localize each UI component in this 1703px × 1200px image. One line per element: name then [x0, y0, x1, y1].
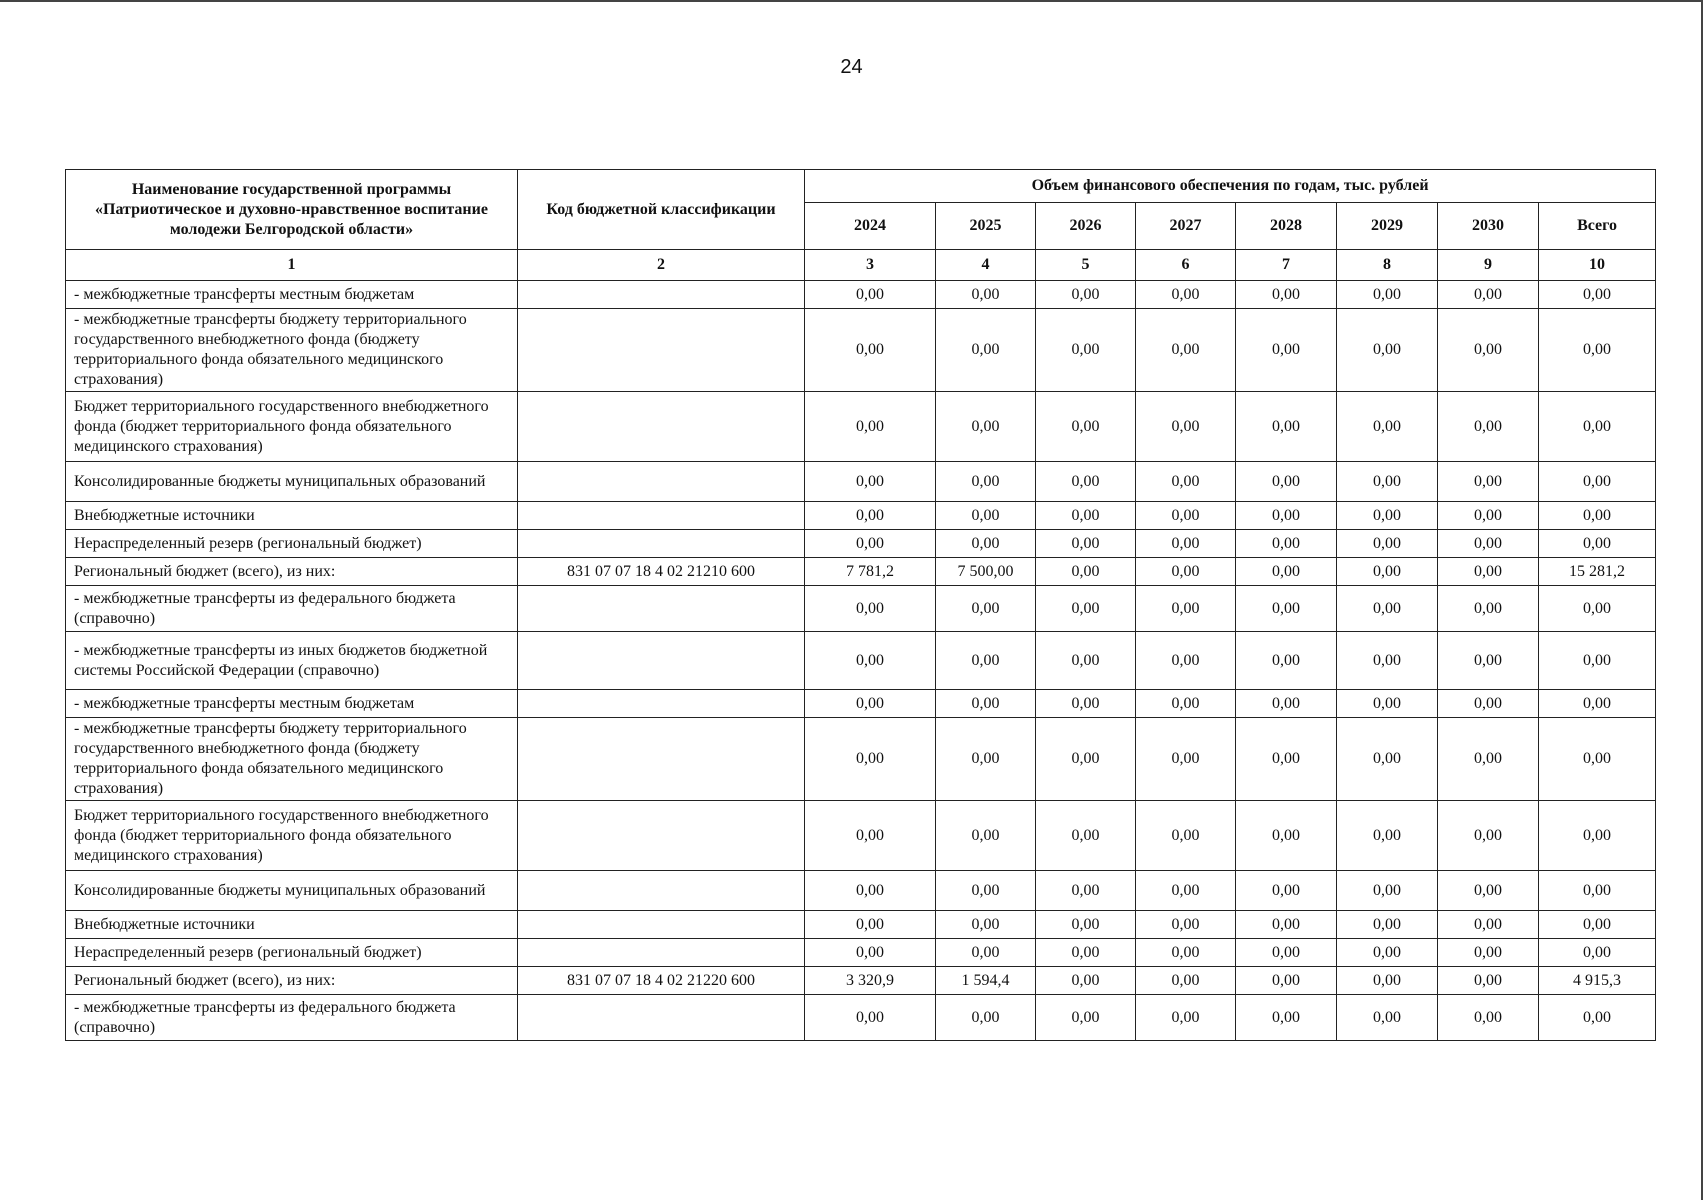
row-value: 0,00 [1236, 502, 1337, 530]
row-value: 0,00 [1236, 558, 1337, 586]
row-value: 0,00 [1136, 558, 1236, 586]
row-name: - межбюджетные трансферты местным бюджетам [66, 281, 518, 309]
table-body [66, 281, 1656, 1041]
row-name: Внебюджетные источники [66, 502, 518, 530]
table-row [66, 281, 1656, 309]
row-value: 0,00 [1036, 462, 1136, 502]
row-value: 0,00 [1136, 530, 1236, 558]
row-value: 0,00 [1036, 392, 1136, 462]
row-value: 0,00 [805, 309, 936, 392]
table-row [66, 871, 1656, 911]
row-value: 0,00 [1539, 911, 1656, 939]
row-value: 0,00 [1337, 392, 1438, 462]
row-value: 0,00 [1337, 871, 1438, 911]
row-value: 0,00 [805, 801, 936, 871]
row-value: 0,00 [1136, 690, 1236, 718]
table-row [66, 462, 1656, 502]
row-budget-code [518, 871, 805, 911]
row-value: 0,00 [1438, 530, 1539, 558]
row-value: 0,00 [1136, 632, 1236, 690]
row-value: 0,00 [1337, 718, 1438, 801]
row-value: 0,00 [1438, 995, 1539, 1041]
column-number: 9 [1438, 250, 1539, 281]
row-budget-code [518, 939, 805, 967]
row-name: - межбюджетные трансферты бюджету территориального государственного внебюджетного фонда (бюджету территориального фонда обязательного медицинского страхования) [66, 309, 518, 392]
row-value: 0,00 [1236, 718, 1337, 801]
row-value: 0,00 [1337, 558, 1438, 586]
row-value: 0,00 [1236, 939, 1337, 967]
row-value: 0,00 [1136, 801, 1236, 871]
row-value: 0,00 [1438, 632, 1539, 690]
row-name: Региональный бюджет (всего), из них: [66, 967, 518, 995]
row-budget-code: 831 07 07 18 4 02 21220 600 [518, 967, 805, 995]
row-value: 1 594,4 [936, 967, 1036, 995]
row-value: 0,00 [1236, 281, 1337, 309]
row-value: 0,00 [1236, 871, 1337, 911]
row-value: 0,00 [1337, 281, 1438, 309]
row-name: Бюджет территориального государственного внебюджетного фонда (бюджет территориального фонда обязательного медицинского страхования) [66, 392, 518, 462]
page-number: 24 [840, 56, 863, 78]
row-budget-code [518, 392, 805, 462]
column-number: 10 [1539, 250, 1656, 281]
row-value: 4 915,3 [1539, 967, 1656, 995]
year-header: 2030 [1438, 203, 1539, 250]
row-value: 0,00 [1337, 967, 1438, 995]
row-budget-code [518, 281, 805, 309]
row-value: 0,00 [1236, 967, 1337, 995]
table-row [66, 309, 1656, 392]
row-value: 0,00 [1539, 718, 1656, 801]
row-value: 0,00 [1036, 801, 1136, 871]
row-value: 0,00 [1136, 392, 1236, 462]
row-value: 0,00 [936, 939, 1036, 967]
row-value: 0,00 [805, 281, 936, 309]
row-value: 0,00 [1539, 690, 1656, 718]
row-value: 0,00 [805, 586, 936, 632]
financing-table [65, 169, 1656, 1041]
row-value: 0,00 [1136, 586, 1236, 632]
row-value: 0,00 [1236, 462, 1337, 502]
row-value: 0,00 [1539, 586, 1656, 632]
row-value: 0,00 [805, 530, 936, 558]
volume-header: Объем финансового обеспечения по годам, тыс. рублей [805, 170, 1656, 203]
table-row [66, 995, 1656, 1041]
row-value: 0,00 [1136, 309, 1236, 392]
row-value: 0,00 [805, 718, 936, 801]
table-row [66, 690, 1656, 718]
row-name: - межбюджетные трансферты бюджету территориального государственного внебюджетного фонда (бюджету территориального фонда обязательного медицинского страхования) [66, 718, 518, 801]
row-value: 0,00 [936, 911, 1036, 939]
table-header [66, 170, 1656, 281]
row-value: 0,00 [1337, 690, 1438, 718]
row-budget-code [518, 801, 805, 871]
row-value: 0,00 [1539, 462, 1656, 502]
row-value: 0,00 [1136, 718, 1236, 801]
year-header: 2024 [805, 203, 936, 250]
row-value: 0,00 [1136, 995, 1236, 1041]
row-value: 0,00 [1036, 718, 1136, 801]
year-header: 2026 [1036, 203, 1136, 250]
row-value: 0,00 [805, 939, 936, 967]
row-value: 0,00 [1539, 939, 1656, 967]
row-value: 0,00 [1036, 871, 1136, 911]
column-number: 5 [1036, 250, 1136, 281]
table-row [66, 911, 1656, 939]
column-number: 1 [66, 250, 518, 281]
row-value: 0,00 [1337, 530, 1438, 558]
row-value: 0,00 [1337, 632, 1438, 690]
table-row [66, 939, 1656, 967]
row-name: Консолидированные бюджеты муниципальных образований [66, 462, 518, 502]
row-value: 0,00 [1337, 939, 1438, 967]
row-value: 0,00 [1036, 632, 1136, 690]
row-value: 0,00 [805, 995, 936, 1041]
column-numbers-row [66, 250, 1656, 281]
row-budget-code [518, 309, 805, 392]
row-value: 0,00 [805, 462, 936, 502]
row-value: 0,00 [936, 586, 1036, 632]
row-budget-code [518, 718, 805, 801]
column-number: 4 [936, 250, 1036, 281]
budget-code-header: Код бюджетной классификации [518, 170, 805, 250]
row-value: 0,00 [936, 871, 1036, 911]
row-value: 0,00 [1438, 309, 1539, 392]
row-value: 0,00 [936, 718, 1036, 801]
row-value: 0,00 [1036, 967, 1136, 995]
row-budget-code [518, 502, 805, 530]
row-value: 0,00 [1539, 995, 1656, 1041]
row-value: 15 281,2 [1539, 558, 1656, 586]
row-name: - межбюджетные трансферты местным бюджетам [66, 690, 518, 718]
row-name: Нераспределенный резерв (региональный бюджет) [66, 939, 518, 967]
row-name: Внебюджетные источники [66, 911, 518, 939]
row-value: 0,00 [1539, 392, 1656, 462]
row-value: 0,00 [1438, 690, 1539, 718]
row-value: 0,00 [1136, 911, 1236, 939]
row-value: 0,00 [1438, 939, 1539, 967]
row-value: 0,00 [1539, 309, 1656, 392]
row-value: 0,00 [1136, 967, 1236, 995]
row-budget-code [518, 586, 805, 632]
year-header: 2029 [1337, 203, 1438, 250]
row-name: Консолидированные бюджеты муниципальных образований [66, 871, 518, 911]
row-value: 0,00 [1438, 558, 1539, 586]
row-name: Региональный бюджет (всего), из них: [66, 558, 518, 586]
column-number: 6 [1136, 250, 1236, 281]
row-value: 0,00 [1539, 801, 1656, 871]
column-number: 2 [518, 250, 805, 281]
row-value: 0,00 [1539, 530, 1656, 558]
row-budget-code [518, 911, 805, 939]
row-value: 0,00 [805, 911, 936, 939]
row-value: 0,00 [1438, 911, 1539, 939]
table-row [66, 586, 1656, 632]
row-value: 0,00 [1337, 462, 1438, 502]
row-value: 0,00 [1036, 586, 1136, 632]
row-value: 0,00 [805, 871, 936, 911]
table-row [66, 632, 1656, 690]
row-value: 0,00 [1539, 281, 1656, 309]
column-number: 8 [1337, 250, 1438, 281]
row-value: 0,00 [1036, 995, 1136, 1041]
row-value: 0,00 [1337, 502, 1438, 530]
row-value: 0,00 [1036, 502, 1136, 530]
row-value: 0,00 [1337, 801, 1438, 871]
table-row [66, 392, 1656, 462]
row-value: 0,00 [805, 632, 936, 690]
row-budget-code [518, 995, 805, 1041]
row-value: 0,00 [1136, 502, 1236, 530]
table-row [66, 558, 1656, 586]
row-value: 0,00 [1236, 911, 1337, 939]
row-value: 0,00 [1036, 281, 1136, 309]
table-row [66, 801, 1656, 871]
row-value: 0,00 [1438, 871, 1539, 911]
row-value: 0,00 [1337, 309, 1438, 392]
year-header: 2028 [1236, 203, 1337, 250]
row-budget-code [518, 632, 805, 690]
row-value: 0,00 [1236, 995, 1337, 1041]
row-value: 0,00 [1236, 801, 1337, 871]
row-value: 0,00 [936, 392, 1036, 462]
row-value: 0,00 [1136, 939, 1236, 967]
row-value: 0,00 [936, 632, 1036, 690]
table-row [66, 967, 1656, 995]
row-budget-code [518, 690, 805, 718]
table-row [66, 502, 1656, 530]
row-value: 0,00 [1236, 632, 1337, 690]
row-value: 0,00 [1036, 911, 1136, 939]
row-value: 0,00 [1337, 995, 1438, 1041]
row-value: 0,00 [1036, 558, 1136, 586]
row-value: 0,00 [1236, 530, 1337, 558]
year-header: 2025 [936, 203, 1036, 250]
row-budget-code [518, 530, 805, 558]
page-frame-top [0, 0, 1703, 2]
row-value: 0,00 [805, 392, 936, 462]
row-value: 0,00 [1539, 632, 1656, 690]
row-value: 0,00 [1438, 462, 1539, 502]
row-name: - межбюджетные трансферты из федерального бюджета (справочно) [66, 586, 518, 632]
year-header: 2027 [1136, 203, 1236, 250]
row-value: 0,00 [1438, 586, 1539, 632]
column-number: 7 [1236, 250, 1337, 281]
row-value: 7 781,2 [805, 558, 936, 586]
row-value: 3 320,9 [805, 967, 936, 995]
row-value: 0,00 [936, 281, 1036, 309]
row-budget-code [518, 462, 805, 502]
row-value: 0,00 [1036, 690, 1136, 718]
row-value: 0,00 [1036, 939, 1136, 967]
table-row [66, 530, 1656, 558]
row-value: 0,00 [1438, 801, 1539, 871]
row-value: 0,00 [936, 690, 1036, 718]
row-value: 0,00 [936, 309, 1036, 392]
row-name: - межбюджетные трансферты из федерального бюджета (справочно) [66, 995, 518, 1041]
row-value: 7 500,00 [936, 558, 1036, 586]
row-value: 0,00 [1036, 530, 1136, 558]
row-value: 0,00 [1438, 718, 1539, 801]
row-value: 0,00 [1337, 586, 1438, 632]
row-value: 0,00 [936, 995, 1036, 1041]
row-value: 0,00 [1438, 392, 1539, 462]
row-value: 0,00 [805, 502, 936, 530]
row-value: 0,00 [805, 690, 936, 718]
row-name: - межбюджетные трансферты из иных бюджетов бюджетной системы Российской Федерации (справочно) [66, 632, 518, 690]
row-value: 0,00 [1438, 502, 1539, 530]
row-value: 0,00 [1136, 871, 1236, 911]
column-number: 3 [805, 250, 936, 281]
row-value: 0,00 [1036, 309, 1136, 392]
row-value: 0,00 [1236, 586, 1337, 632]
row-value: 0,00 [936, 502, 1036, 530]
row-value: 0,00 [1438, 967, 1539, 995]
row-value: 0,00 [1539, 871, 1656, 911]
row-value: 0,00 [1236, 309, 1337, 392]
row-value: 0,00 [1438, 281, 1539, 309]
row-value: 0,00 [936, 801, 1036, 871]
row-value: 0,00 [1236, 690, 1337, 718]
row-name: Нераспределенный резерв (региональный бюджет) [66, 530, 518, 558]
row-value: 0,00 [936, 530, 1036, 558]
table-row [66, 718, 1656, 801]
row-value: 0,00 [936, 462, 1036, 502]
row-budget-code: 831 07 07 18 4 02 21210 600 [518, 558, 805, 586]
row-value: 0,00 [1236, 392, 1337, 462]
row-value: 0,00 [1136, 281, 1236, 309]
year-header: Всего [1539, 203, 1656, 250]
row-value: 0,00 [1337, 911, 1438, 939]
row-value: 0,00 [1539, 502, 1656, 530]
row-name: Бюджет территориального государственного внебюджетного фонда (бюджет территориального фонда обязательного медицинского страхования) [66, 801, 518, 871]
row-value: 0,00 [1136, 462, 1236, 502]
program-name-header: Наименование государственной программы «Патриотическое и духовно-нравственное воспитание молодежи Белгородской области» [66, 170, 518, 250]
